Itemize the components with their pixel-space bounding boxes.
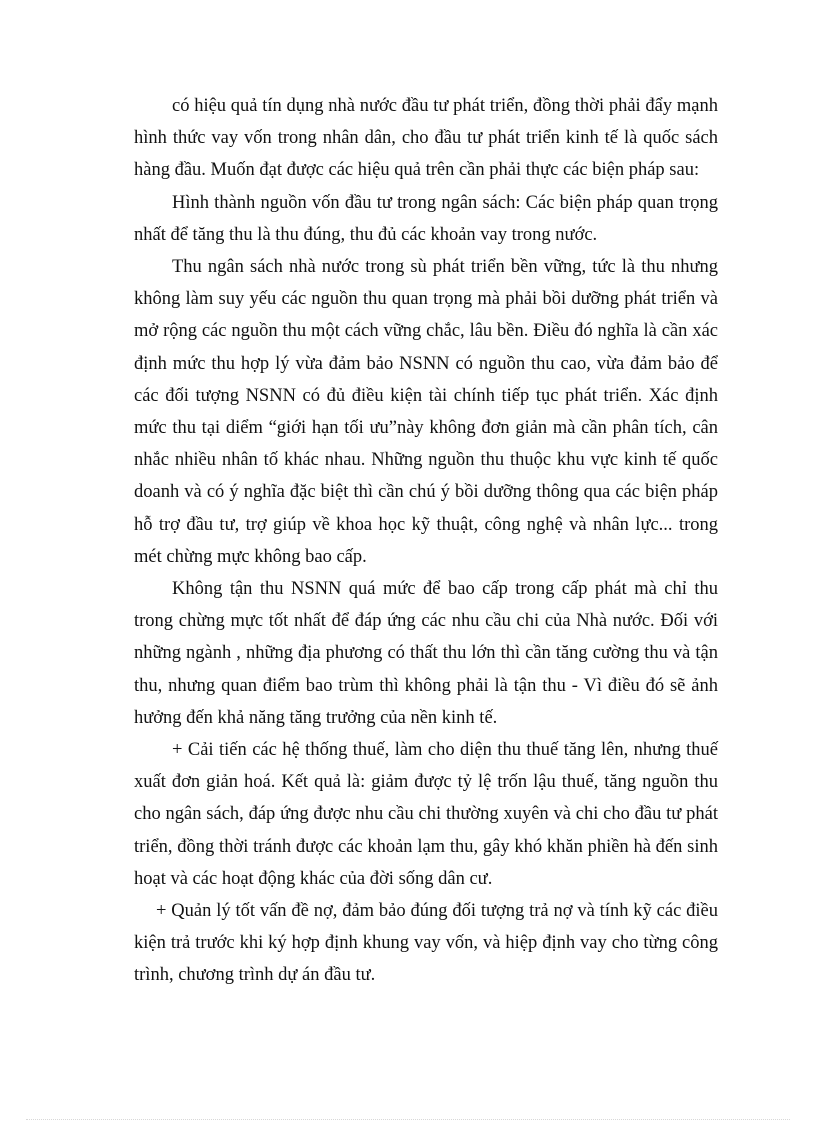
- paragraph-6: + Quản lý tốt vấn đề nợ, đảm bảo đúng đối tượng trả nợ và tính kỹ các điều kiện trả trước khi ký hợp định khung vay vốn, và hiệp định vay cho từng công trình, chương trình dự án đầu tư.: [134, 901, 718, 986]
- page-bottom-divider: [26, 1119, 790, 1120]
- paragraph-4: Không tận thu NSNN quá mức để bao cấp trong cấp phát mà chỉ thu trong chừng mực tốt nhất để đáp ứng các nhu cầu chi của Nhà nước. Đối với những ngành , những địa phương có thất thu lớn thì cần tăng cường thu và tận thu, nhưng quan điểm bao trùm thì không phải là tận thu - Vì điều đó sẽ ảnh hưởng đến khả năng tăng trưởng của nền kinh tế.: [134, 579, 718, 728]
- paragraph-5: + Cải tiến các hệ thống thuế, làm cho diện thu thuế tăng lên, nhưng thuế xuất đơn giản hoá. Kết quả là: giảm được tỷ lệ trốn lậu thuế, tăng nguồn thu cho ngân sách, đáp ứng được nhu cầu chi thường xuyên và chi cho đầu tư phát triển, đồng thời tránh được các khoản lạm thu, gây khó khăn phiền hà đến sinh hoạt và các hoạt động khác của đời sống dân cư.: [134, 740, 718, 889]
- paragraph-3: Thu ngân sách nhà nước trong sù phát triển bền vững, tức là thu nhưng không làm suy yếu các nguồn thu quan trọng mà phải bồi dưỡng phát triển và mở rộng các nguồn thu một cách vững chắc, lâu bền. Điều đó nghĩa là cần xác định mức thu hợp lý vừa đảm bảo NSNN có nguồn thu cao, vừa đảm bảo để các đối tượng NSNN có đủ điều kiện tài chính tiếp tục phát triển. Xác định mức thu tại diểm “giới hạn tối ưu”này không đơn giản mà cần phân tích, cân nhắc nhiều nhân tố khác nhau. Những nguồn thu thuộc khu vực kinh tế quốc doanh và có ý nghĩa đặc biệt thì cần chú ý bồi dưỡng thông qua các biện pháp hỗ trợ đầu tư, trợ giúp về khoa học kỹ thuật, công nghệ và nhân lực... trong mét chừng mực không bao cấp.: [134, 257, 718, 567]
- paragraph-1: có hiệu quả tín dụng nhà nước đầu tư phát triển, đồng thời phải đẩy mạnh hình thức vay vốn trong nhân dân, cho đầu tư phát triển kinh tế là quốc sách hàng đầu. Muốn đạt được các hiệu quả trên cần phải thực các biện pháp sau:: [134, 96, 718, 181]
- paragraph-2: Hình thành nguồn vốn đầu tư trong ngân sách: Các biện pháp quan trọng nhất để tăng thu là thu đúng, thu đủ các khoản vay trong nước.: [134, 192, 718, 245]
- body-text: [134, 90, 718, 992]
